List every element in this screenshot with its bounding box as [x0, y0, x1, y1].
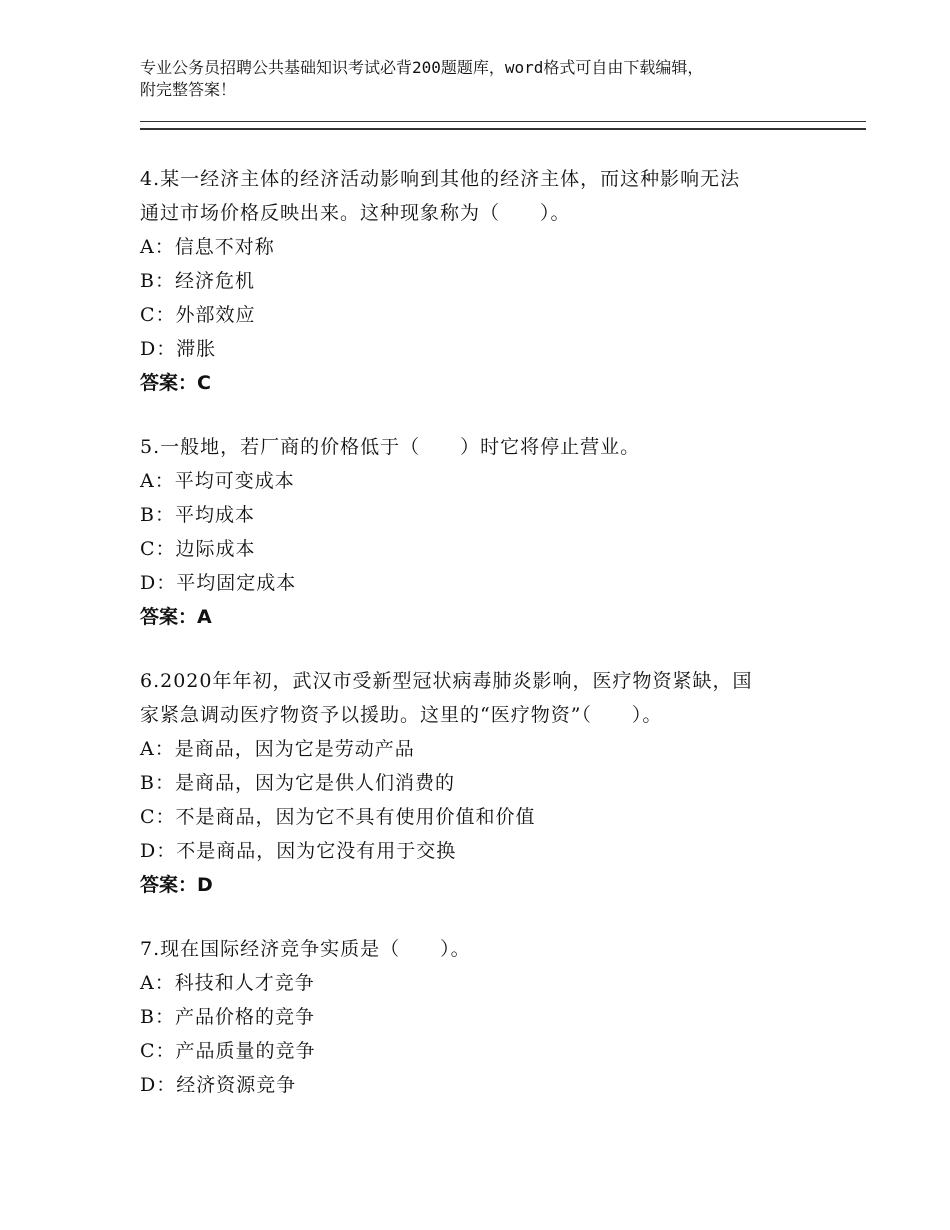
option-a: A：是商品，因为它是劳动产品 — [140, 738, 415, 760]
answer-line: 答案：D — [140, 874, 213, 896]
answer-line: 答案：C — [140, 372, 211, 394]
option-a: A：平均可变成本 — [140, 470, 295, 492]
question-stem-line: 家紧急调动医疗物资予以援助。这里的“医疗物资”（ ）。 — [140, 704, 663, 726]
header-divider — [140, 121, 866, 130]
option-c: C：不是商品，因为它不具有使用价值和价值 — [140, 806, 536, 828]
option-b: B：平均成本 — [140, 504, 255, 526]
question-stem-line: 6.2020年年初，武汉市受新型冠状病毒肺炎影响，医疗物资紧缺，国 — [140, 670, 753, 692]
option-b: B：经济危机 — [140, 270, 255, 292]
option-b: B：是商品，因为它是供人们消费的 — [140, 772, 455, 794]
option-d: D：平均固定成本 — [140, 572, 297, 594]
option-a: A：科技和人才竞争 — [140, 972, 315, 994]
question-7 — [140, 932, 820, 1102]
option-b: B：产品价格的竞争 — [140, 1006, 315, 1028]
question-stem-line: 5.一般地，若厂商的价格低于（ ）时它将停止营业。 — [140, 436, 641, 458]
question-stem-line: 7.现在国际经济竞争实质是（ ）。 — [140, 938, 471, 960]
question-4 — [140, 162, 820, 400]
header-line-2: 附完整答案！ — [140, 80, 237, 99]
option-d: D：经济资源竞争 — [140, 1074, 297, 1096]
option-d: D：滞胀 — [140, 338, 217, 360]
question-list — [140, 162, 820, 1132]
option-c: C：外部效应 — [140, 304, 256, 326]
header-line-1: 专业公务员招聘公共基础知识考试必背200题题库，word格式可自由下载编辑， — [140, 58, 704, 77]
question-6 — [140, 664, 820, 902]
question-stem-line: 通过市场价格反映出来。这种现象称为（ ）。 — [140, 202, 571, 224]
option-a: A：信息不对称 — [140, 236, 275, 258]
question-stem-line: 4.某一经济主体的经济活动影响到其他的经济主体，而这种影响无法 — [140, 168, 741, 190]
question-5 — [140, 430, 820, 634]
answer-line: 答案：A — [140, 606, 212, 628]
option-d: D：不是商品，因为它没有用于交换 — [140, 840, 457, 862]
option-c: C：产品质量的竞争 — [140, 1040, 316, 1062]
option-c: C：边际成本 — [140, 538, 256, 560]
document-header — [140, 57, 830, 101]
